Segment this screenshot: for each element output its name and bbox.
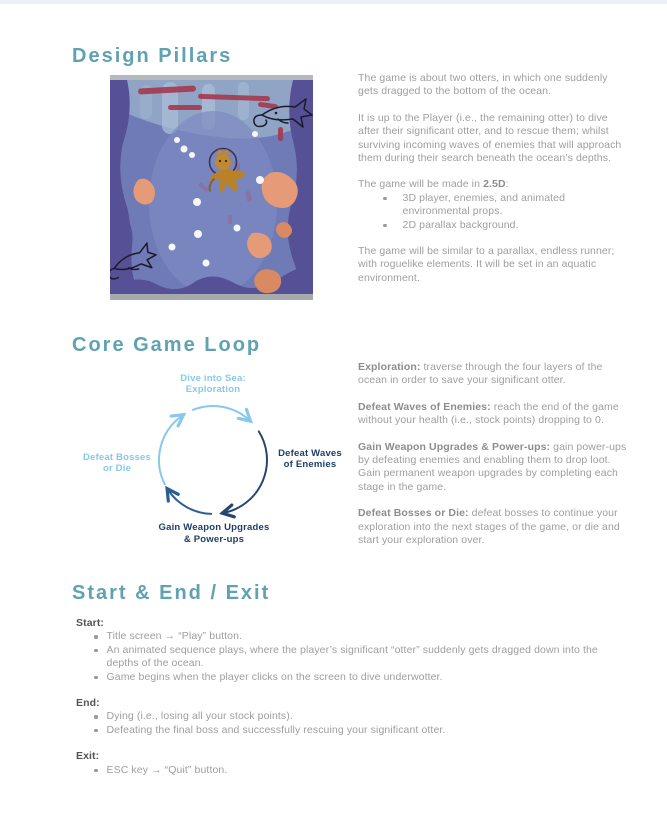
- loop-arc-right: [224, 431, 267, 512]
- list-item: Title screen → “Play” button.: [76, 630, 621, 643]
- list-item: Defeating the final boss and successfully rescuing your significant otter.: [76, 724, 621, 737]
- core-game-loop-diagram: [65, 370, 355, 550]
- group-label: Exit:: [76, 750, 100, 763]
- canvas-top-edge: [110, 75, 313, 80]
- bullet-dot: [94, 635, 98, 639]
- loop-label-top-line2: Exploration: [185, 384, 241, 395]
- core-game-loop-text-column: [358, 361, 630, 560]
- end-group: [76, 697, 621, 737]
- bullet-dot: [94, 676, 98, 680]
- loop-label-left-line1: Defeat Bosses: [82, 452, 152, 463]
- loop-label-right-line1: Defeat Waves: [278, 448, 342, 459]
- list-item: ESC key → “Quit” button.: [76, 764, 621, 777]
- loop-label-left-line2: or Die: [102, 463, 132, 474]
- paragraph: The game will be made in 2.5D:: [358, 178, 509, 191]
- loop-label-right-line2: of Enemies: [283, 459, 337, 470]
- bullet-dot: [383, 224, 387, 228]
- group-label: End:: [76, 697, 100, 710]
- list-item: 2D parallax background.: [358, 219, 630, 232]
- start-end-exit-text: [76, 617, 621, 790]
- paragraph: It is up to the Player (i.e., the remaining otter) to dive after their significant otter, and to rescue them; whilst surviving incoming waves of enemies that will approach them during their search beneath the ocean’s depths.: [358, 111, 622, 165]
- list-item: Dying (i.e., losing all your stock points).: [76, 710, 621, 723]
- design-pillars-heading: Design Pillars: [72, 45, 233, 67]
- design-pillars-text-column: [358, 72, 630, 298]
- bullet-dot: [94, 715, 98, 719]
- loop-arc-left: [159, 416, 182, 485]
- list-item: An animated sequence plays, where the player’s significant “otter” suddenly gets dragged down into the depths of the ocean.: [76, 644, 621, 671]
- loop-label-bottom-line2: & Power-ups: [183, 534, 245, 545]
- underwater-scene-art: [110, 75, 313, 300]
- bullet-dot: [94, 769, 98, 773]
- exit-group: [76, 750, 621, 777]
- paragraph: Exploration: traverse through the four layers of the ocean in order to save your significant otter.: [358, 361, 603, 387]
- canvas-bottom-edge: [110, 294, 313, 300]
- list-item: Game begins when the player clicks on the screen to dive underwotter.: [76, 671, 621, 684]
- start-group: [76, 617, 621, 684]
- paragraph: The game is about two otters, in which one suddenly gets dragged to the bottom of the ocean.: [358, 72, 608, 98]
- paragraph: Defeat Bosses or Die: defeat bosses to continue your exploration into the next stages of the game, or die and start your exploration over.: [358, 507, 620, 547]
- paragraph: The game will be similar to a parallax, endless runner; with roguelike elements. It will be set in an aquatic environment.: [358, 245, 615, 284]
- group-label: Start:: [76, 617, 105, 629]
- center-light-column: [149, 111, 277, 295]
- loop-arc-bottom: [168, 490, 211, 514]
- loop-label-top-line1: Dive into Sea:: [180, 373, 246, 384]
- page-top-edge: [0, 0, 667, 4]
- bullet-dot: [94, 729, 98, 733]
- start-end-exit-heading: Start & End / Exit: [72, 582, 271, 604]
- paragraph: Gain Weapon Upgrades & Power-ups: gain power-ups by defeating enemies and enabling them to drop loot. Gain permanent weapon upgrades by completing each stage in the game.: [358, 440, 627, 493]
- core-game-loop-heading: Core Game Loop: [72, 334, 262, 356]
- loop-label-bottom-line1: Gain Weapon Upgrades: [158, 522, 270, 533]
- bullet-dot: [94, 649, 98, 653]
- bullet-dot: [383, 197, 387, 201]
- paragraph: Defeat Waves of Enemies: reach the end of the game without your health (i.e., stock points) dropping to 0.: [358, 400, 619, 427]
- otter-concept-painting: [110, 75, 313, 300]
- list-item: 3D player, enemies, and animated environmental props.: [358, 192, 630, 219]
- loop-arc-top: [193, 406, 249, 420]
